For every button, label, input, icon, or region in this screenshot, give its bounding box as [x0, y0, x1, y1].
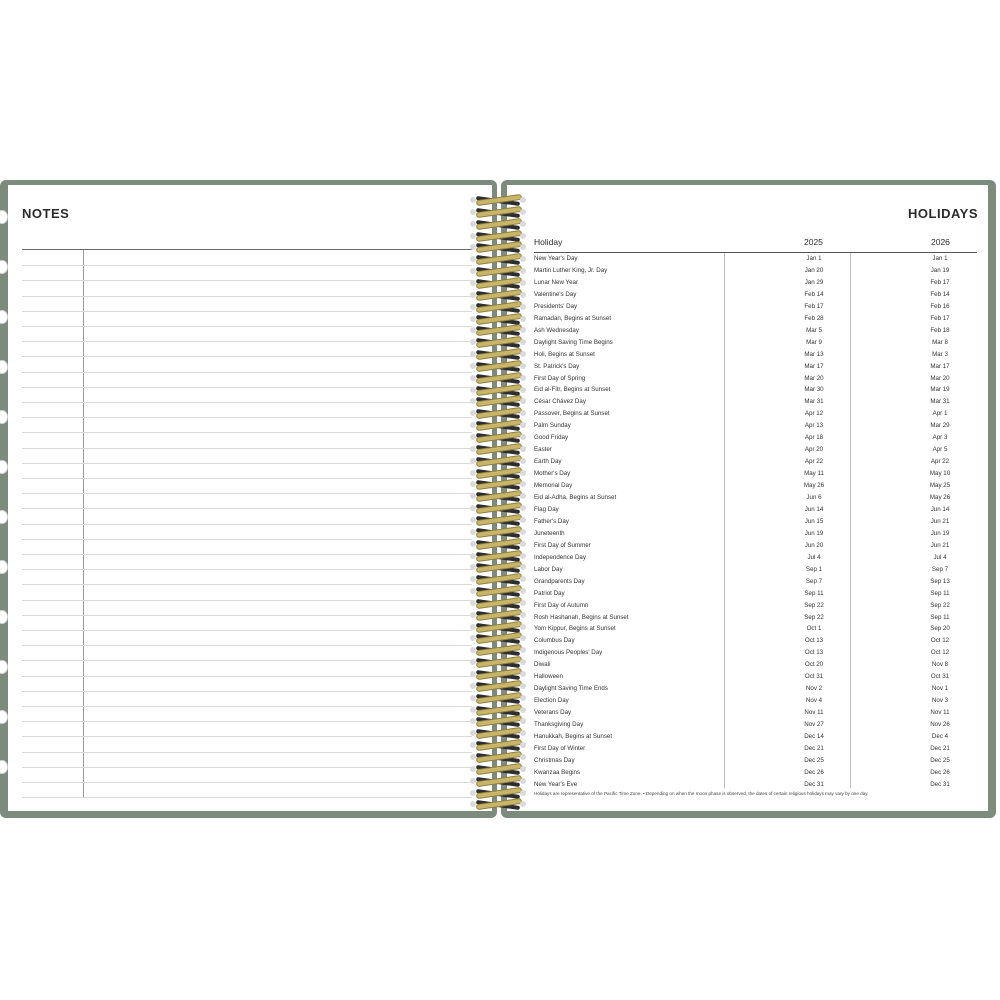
tab-bump [0, 610, 8, 624]
date-2025: Jun 14 [804, 505, 824, 513]
ruled-line [22, 463, 472, 464]
ruled-line [22, 356, 472, 357]
spiral-coil [470, 478, 526, 490]
spiral-coil [470, 798, 526, 810]
date-2026: Nov 1 [931, 685, 949, 693]
date-2026: Sep 7 [931, 565, 949, 573]
holiday-name: Ramadan, Begins at Sunset [534, 314, 612, 322]
date-2025: Mar 13 [804, 350, 824, 358]
date-2025: Feb 28 [804, 314, 824, 322]
date-2026: Jan 1 [932, 255, 948, 262]
table-row [534, 408, 977, 420]
date-2026: Jun 14 [930, 505, 950, 513]
table-row [534, 337, 977, 349]
spiral-coil [470, 550, 526, 562]
spiral-coil [470, 253, 526, 265]
holiday-name: St. Patrick's Day [534, 362, 580, 370]
date-2026: Mar 29 [930, 422, 950, 430]
date-2026: Sep 11 [930, 589, 950, 597]
date-2025: Dec 25 [804, 756, 824, 764]
spiral-coil [470, 194, 526, 206]
date-2025: Dec 31 [804, 780, 824, 788]
date-2026: Feb 18 [930, 326, 950, 334]
spiral-coil [470, 526, 526, 538]
date-2025: Mar 9 [806, 338, 822, 346]
date-2025: Nov 27 [804, 721, 824, 729]
table-row [534, 432, 977, 444]
holiday-name: Indigenous Peoples' Day [534, 649, 603, 657]
date-2025: Dec 26 [804, 768, 824, 776]
date-2026: Nov 8 [931, 661, 949, 669]
date-2025: Mar 31 [804, 398, 824, 406]
holiday-name: First Day of Winter [534, 744, 586, 752]
table-row [534, 540, 977, 552]
holiday-name: Lunar New Year [534, 278, 579, 286]
ruled-line [22, 782, 472, 783]
date-2025: Jan 29 [804, 278, 824, 286]
ruled-line [22, 676, 472, 677]
date-2025: Jul 4 [807, 553, 821, 561]
holiday-name: Diwali [534, 661, 551, 669]
spiral-coil [470, 407, 526, 419]
table-row [534, 612, 977, 624]
spiral-coil [470, 336, 526, 348]
tab-bump [0, 710, 8, 724]
ruled-line [22, 417, 472, 418]
date-2025: Mar 5 [806, 326, 822, 334]
notes-page [8, 185, 492, 811]
table-row [534, 313, 977, 325]
spiral-coil [470, 561, 526, 573]
table-row [534, 743, 977, 755]
table-row [534, 349, 977, 361]
table-row [534, 528, 977, 540]
spiral-coil [470, 348, 526, 360]
holiday-name: Good Friday [534, 434, 569, 442]
table-row [534, 695, 977, 707]
date-2025: May 11 [804, 470, 824, 478]
table-row [534, 325, 977, 337]
spiral-coil [470, 538, 526, 550]
spiral-coil [470, 277, 526, 289]
table-row [534, 456, 977, 468]
holiday-name: Palm Sunday [534, 422, 571, 430]
holiday-name: New Year's Eve [534, 780, 578, 788]
ruled-line [22, 600, 472, 601]
spiral-coil [470, 502, 526, 514]
tab-bump [0, 360, 8, 374]
date-2025: Jun 20 [804, 541, 824, 549]
date-2026: Feb 14 [930, 290, 950, 298]
spiral-coil [470, 206, 526, 218]
ruled-line [22, 387, 472, 388]
ruled-line [22, 448, 472, 449]
date-2026: Mar 8 [932, 338, 948, 346]
holidays-title: HOLIDAYS [908, 206, 978, 221]
ruled-line [22, 508, 472, 509]
date-2026: Jun 21 [930, 517, 950, 525]
spiral-coil [470, 763, 526, 775]
spiral-coil [470, 301, 526, 313]
ruled-line [22, 554, 472, 555]
holiday-name: Easter [534, 446, 552, 454]
spiral-coil [470, 739, 526, 751]
date-2025: Nov 4 [805, 697, 823, 705]
table-row [534, 707, 977, 719]
spiral-coil [470, 775, 526, 787]
tab-bump [0, 410, 8, 424]
date-2025: Dec 21 [804, 744, 824, 752]
date-2026: Mar 20 [930, 374, 950, 382]
ruled-line [22, 311, 472, 312]
ruled-line [22, 615, 472, 616]
date-2026: Apr 1 [932, 410, 948, 418]
spiral-coil [470, 609, 526, 621]
ruled-line [22, 569, 472, 570]
tab-bump [0, 210, 8, 224]
date-2026: Apr 3 [932, 434, 948, 442]
spiral-coil [470, 514, 526, 526]
date-2025: Apr 13 [804, 422, 824, 430]
ruled-line [22, 372, 472, 373]
table-row [534, 373, 977, 385]
table-row [534, 516, 977, 528]
ruled-line [22, 539, 472, 540]
date-2026: Feb 17 [930, 314, 950, 322]
table-row [534, 492, 977, 504]
holiday-name: Columbus Day [534, 637, 575, 645]
date-2026: Oct 12 [930, 649, 950, 657]
notes-lined-area[interactable] [22, 249, 472, 800]
date-2026: Mar 19 [930, 386, 950, 394]
holiday-name: Halloween [534, 673, 563, 681]
holiday-name: Eid al-Adha, Begins at Sunset [534, 494, 617, 501]
holiday-name: First Day of Autumn [534, 601, 589, 609]
date-2025: Jun 6 [806, 494, 822, 501]
notes-title: NOTES [22, 206, 70, 221]
spiral-coil [470, 680, 526, 692]
header-holiday: Holiday [534, 237, 563, 247]
date-2026: Sep 22 [930, 601, 950, 609]
spiral-coil [470, 455, 526, 467]
date-2025: Feb 14 [804, 290, 824, 298]
ruled-line [22, 478, 472, 479]
header-year-2026: 2026 [931, 237, 950, 247]
spiral-coil [470, 384, 526, 396]
holiday-name: Flag Day [534, 505, 559, 513]
holiday-name: Presidents' Day [534, 302, 578, 310]
date-2025: Mar 20 [804, 374, 824, 382]
table-row [534, 659, 977, 671]
date-2026: May 25 [929, 482, 951, 490]
holiday-name: Mother's Day [534, 470, 571, 478]
holiday-name: Christmas Day [534, 756, 575, 764]
table-row [534, 647, 977, 659]
holiday-name: Daylight Saving Time Begins [534, 338, 613, 346]
spiral-coil [470, 372, 526, 384]
table-row [534, 277, 977, 289]
table-row [534, 755, 977, 767]
date-2026: Jun 19 [930, 529, 950, 537]
holidays-table-header [534, 236, 977, 253]
date-2025: Apr 18 [804, 434, 824, 442]
date-2026: Dec 25 [930, 756, 950, 764]
table-row [534, 600, 977, 612]
holiday-name: Independence Day [534, 553, 586, 561]
holiday-name: Grandparents Day [534, 577, 585, 585]
holiday-name: Juneteenth [534, 529, 565, 537]
table-row [534, 623, 977, 635]
date-2025: Apr 12 [804, 410, 824, 418]
date-2025: Sep 22 [804, 601, 824, 609]
ruled-line [22, 296, 472, 297]
date-2026: Dec 21 [930, 744, 950, 752]
date-2026: Dec 26 [930, 768, 950, 776]
spiral-coil [470, 727, 526, 739]
holiday-name: Valentine's Day [534, 290, 577, 298]
holiday-name: Earth Day [534, 458, 562, 466]
header-year-2025: 2025 [804, 237, 823, 247]
date-2026: Jul 4 [933, 553, 947, 561]
holiday-name: Eid al-Fitr, Begins at Sunset [534, 386, 611, 394]
date-2026: May 26 [929, 494, 951, 501]
table-row [534, 779, 977, 791]
date-2025: Feb 17 [804, 302, 824, 310]
holiday-name: Hanukkah, Begins at Sunset [534, 733, 613, 740]
spiral-coil [470, 467, 526, 479]
date-2025: Oct 13 [804, 637, 824, 645]
date-2025: Sep 1 [805, 565, 823, 573]
date-2025: Sep 11 [804, 589, 824, 597]
spiral-coil [470, 597, 526, 609]
holiday-name: Rosh Hashanah, Begins at Sunset [534, 613, 629, 621]
spiral-coil [470, 395, 526, 407]
date-2026: Apr 5 [932, 446, 948, 454]
holiday-name: First Day of Spring [534, 374, 586, 382]
date-2025: Jan 1 [806, 255, 822, 262]
spiral-coil [470, 704, 526, 716]
ruled-line [22, 660, 472, 661]
holiday-name: Labor Day [534, 565, 563, 573]
date-2025: Dec 14 [804, 733, 824, 740]
holiday-name: Daylight Saving Time Ends [534, 685, 608, 693]
spiral-coil [470, 419, 526, 431]
table-row [534, 635, 977, 647]
date-2026: Nov 26 [930, 721, 950, 729]
date-2026: Feb 17 [930, 278, 950, 286]
tab-bump [0, 560, 8, 574]
ruled-line [22, 706, 472, 707]
spiral-coil [470, 313, 526, 325]
spiral-coil [470, 573, 526, 585]
table-row [534, 384, 977, 396]
spiral-coil [470, 265, 526, 277]
tab-bump [0, 310, 8, 324]
tab-bump [0, 760, 8, 774]
table-row [534, 265, 977, 277]
date-2025: Apr 22 [804, 458, 824, 466]
holiday-name: Memorial Day [534, 482, 573, 490]
date-2026: Mar 3 [932, 350, 948, 358]
spiral-coil [470, 230, 526, 242]
table-row [534, 588, 977, 600]
ruled-line [22, 630, 472, 631]
side-tabs [0, 210, 8, 810]
ruled-line [22, 584, 472, 585]
holiday-name: Martin Luther King, Jr. Day [534, 266, 608, 274]
ruled-line [22, 341, 472, 342]
date-2025: Mar 17 [804, 362, 824, 370]
table-row [534, 564, 977, 576]
holidays-footnote: Holidays are representative of the Pacific Time Zone. • Depending on when the moon phase is observed, the dates of certain religious holidays may vary by one day. [534, 791, 869, 796]
spiral-coil [470, 289, 526, 301]
spiral-coil [470, 218, 526, 230]
date-2026: Oct 12 [930, 637, 950, 645]
spiral-coil [470, 241, 526, 253]
ruled-line [22, 691, 472, 692]
date-2025: Jan 20 [804, 266, 824, 274]
date-2026: Apr 22 [930, 458, 950, 466]
date-2025: Oct 20 [804, 661, 824, 669]
spiral-coil [470, 644, 526, 656]
ruled-line [22, 432, 472, 433]
ruled-line [22, 797, 472, 798]
spiral-coil [470, 715, 526, 727]
table-row [534, 396, 977, 408]
spiral-binding [470, 188, 526, 808]
table-row [534, 731, 977, 743]
date-2026: Jan 19 [930, 266, 950, 274]
spiral-coil [470, 656, 526, 668]
holiday-name: First Day of Summer [534, 541, 591, 549]
tab-bump [0, 260, 8, 274]
tab-bump [0, 460, 8, 474]
holiday-name: Thanksgiving Day [534, 721, 584, 729]
table-row [534, 683, 977, 695]
holidays-page [507, 185, 988, 811]
date-2025: Jun 15 [804, 517, 824, 525]
date-2026: Mar 31 [930, 398, 950, 406]
table-row [534, 301, 977, 313]
table-row [534, 361, 977, 373]
date-2026: Feb 16 [930, 302, 950, 310]
date-2025: Mar 30 [804, 386, 824, 394]
date-2025: Jun 19 [804, 529, 824, 537]
table-row [534, 719, 977, 731]
ruled-line [22, 265, 472, 266]
holiday-name: Election Day [534, 697, 569, 705]
table-row [534, 289, 977, 301]
spiral-coil [470, 585, 526, 597]
date-2026: Oct 31 [930, 673, 950, 681]
date-2025: Apr 20 [804, 446, 824, 454]
ruled-line [22, 736, 472, 737]
ruled-line [22, 645, 472, 646]
spiral-coil [470, 490, 526, 502]
spiral-coil [470, 621, 526, 633]
ruled-line [22, 524, 472, 525]
date-2025: Sep 22 [804, 613, 824, 621]
date-2025: Nov 2 [805, 685, 823, 693]
holiday-name: Ash Wednesday [534, 326, 579, 334]
holiday-name: Veterans Day [534, 709, 572, 717]
ruled-line [22, 752, 472, 753]
table-row [534, 767, 977, 779]
date-2025: Nov 11 [804, 709, 824, 717]
table-row [534, 420, 977, 432]
table-row [534, 576, 977, 588]
spiral-coil [470, 632, 526, 644]
holiday-name: Patriot Day [534, 589, 565, 597]
ruled-line [22, 326, 472, 327]
table-row [534, 504, 977, 516]
spiral-coil [470, 431, 526, 443]
date-2026: Dec 31 [930, 780, 950, 788]
spiral-coil [470, 668, 526, 680]
holiday-name: Passover, Begins at Sunset [534, 410, 610, 418]
date-2025: Sep 7 [805, 577, 823, 585]
table-row [534, 444, 977, 456]
table-row [534, 480, 977, 492]
tab-bump [0, 660, 8, 674]
date-2026: Sep 13 [930, 577, 950, 585]
table-row [534, 552, 977, 564]
spiral-coil [470, 787, 526, 799]
tab-bump [0, 510, 8, 524]
holiday-name: César Chávez Day [534, 398, 586, 406]
date-2025: Oct 13 [804, 649, 824, 657]
spiral-coil [470, 443, 526, 455]
table-row [534, 253, 977, 265]
date-2026: Sep 20 [930, 625, 950, 633]
date-2026: Jun 21 [930, 541, 950, 549]
date-2026: Nov 11 [930, 709, 950, 717]
spiral-coil [470, 360, 526, 372]
date-2026: Sep 11 [930, 613, 950, 621]
holiday-name: New Year's Day [534, 255, 578, 262]
spiral-coil [470, 751, 526, 763]
holiday-name: Holi, Begins at Sunset [534, 350, 595, 358]
date-2026: Dec 4 [931, 733, 949, 740]
date-2026: Mar 17 [930, 362, 950, 370]
date-2026: May 10 [929, 470, 951, 478]
ruled-line [22, 493, 472, 494]
holiday-name: Kwanzaa Begins [534, 768, 581, 776]
ruled-line [22, 767, 472, 768]
table-row [534, 468, 977, 480]
ruled-line [22, 402, 472, 403]
spiral-coil [470, 692, 526, 704]
ruled-line [22, 721, 472, 722]
date-2026: Nov 3 [931, 697, 949, 705]
date-2025: Oct 31 [804, 673, 824, 681]
date-2025: Oct 1 [806, 625, 822, 633]
spiral-coil [470, 324, 526, 336]
holiday-name: Father's Day [534, 517, 569, 525]
holiday-name: Yom Kippur, Begins at Sunset [534, 625, 616, 633]
table-row [534, 671, 977, 683]
ruled-line [22, 280, 472, 281]
date-2025: May 26 [803, 482, 825, 490]
